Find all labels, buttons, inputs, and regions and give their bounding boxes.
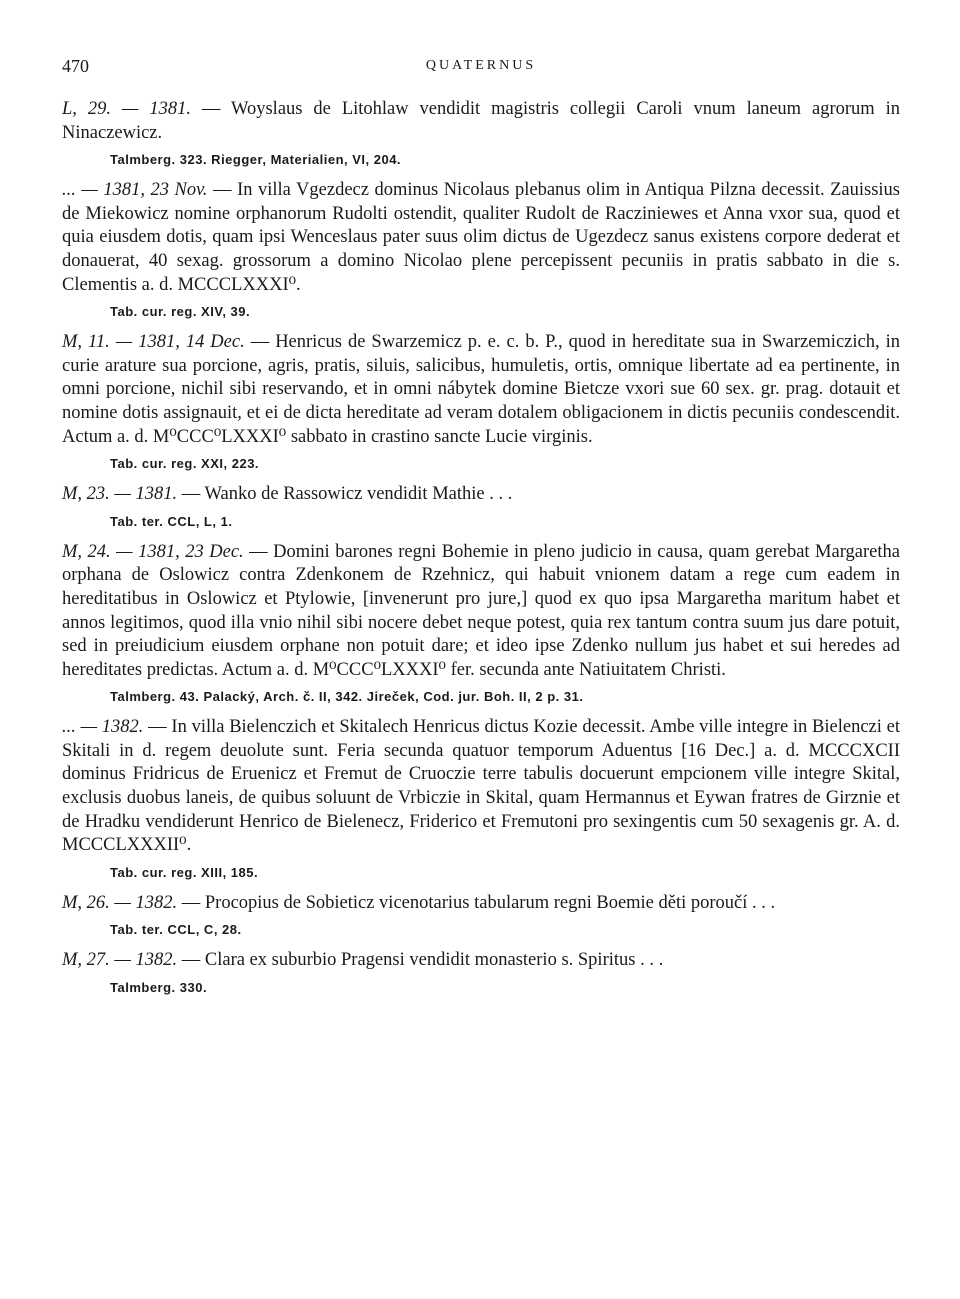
- entry-heading: M, 26. — 1382.: [62, 892, 178, 913]
- entry-heading: ... — 1381, 23 Nov.: [62, 180, 208, 201]
- entry-body: — Domini barones regni Bohemie in pleno judicio in causa, quam gerebat Margaretha orphana de Oslowicz contra Zdenkonem de Rzehnicz, qui habuit vnionem datam a rege cum eadem in hereditatibus in Oslowicz et Ptylowie, [invenerunt pro jure,] quod ex quo ipsa Margaretha maritum habet et annos legitimos, quod illa vnio nihil sibi nocere debet neque potest, quia rex tantum contra suum jus dare potuit, sed in preiudicium eiusdem orphane non potuit dare; et ideo ipse Zdenko nullum jus habet et sui heredes ad hereditates predictas. Actum a. d. M⁰CCC⁰LXXXI⁰ fer. secunda ante Natiuitatem Christi.: [62, 541, 900, 680]
- entry-text: [62, 98, 900, 145]
- entry: [62, 949, 900, 995]
- entry-body: — In villa Vgezdecz dominus Nicolaus plebanus olim in Antiqua Pilzna decessit. Zauissius de Miekowicz nomine orphanorum Rudolti ostendit, qualiter Rudolt de Racziniewes et Anna vxor sua, quod et quia eiusdem dotis, quam ipsi Wenceslaus pater suus olim dictus de Ugezdecz sanus existens corpore dederat et donauerat, 40 sexag. grossorum a domino Nicolao plene percepissent pecuniis in pratis sabbato in die s. Clementis a. d. MCCCLXXXI⁰.: [62, 180, 900, 295]
- entry-text: [62, 892, 900, 916]
- entry-source: Tab. cur. reg. XXI, 223.: [110, 456, 260, 472]
- entry: [62, 483, 900, 529]
- entry-body: — In villa Bielenczich et Skitalech Henricus dictus Kozie decessit. Ambe ville integre in Bielenczi et Skitali in d. regem deuolute sunt. Feria secunda quatuor temporum Aduentus [16 Dec.] a. d. MCCCXCII dominus Fridricus de Eruenicz et Fremut de Cruoczie terre tabulis docuerunt empcionem ville integre Skital, exclusis duobus laneis, de quibus soluunt de Vrbiczie in Skital, quam Hermannus et Eywan fratres de Girznie et de Hradku vendiderunt Henrico de Bielenecz, Friderico et Fremutoni pro sexingentis cum 50 sexagenis gr. A. d. MCCCLXXXII⁰.: [62, 717, 900, 856]
- entry-heading: M, 27. — 1382.: [62, 950, 178, 971]
- entry-body: — Procopius de Sobieticz vicenotarius tabularum regni Boemie děti poroučí . . .: [177, 892, 776, 913]
- entry-source: Tab. ter. CCL, C, 28.: [110, 922, 242, 938]
- entry-text: [62, 716, 900, 858]
- entry-text: [62, 541, 900, 683]
- entry: [62, 892, 900, 938]
- running-title: QUATERNUS: [425, 58, 537, 73]
- entry-heading: M, 23. — 1381.: [62, 484, 178, 505]
- entry-source: Talmberg. 330.: [110, 980, 208, 996]
- entry: [62, 541, 900, 705]
- entry-heading: M, 24. — 1381, 23 Dec.: [62, 541, 244, 562]
- entry-source: Tab. ter. CCL, L, 1.: [110, 513, 233, 529]
- entry-body: — Clara ex suburbio Pragensi vendidit monasterio s. Spiritus . . .: [177, 950, 664, 971]
- entry-source: Tab. cur. reg. XIV, 39.: [110, 304, 251, 320]
- entry-heading: L, 29. — 1381.: [62, 99, 191, 119]
- page-number: 470: [62, 56, 89, 76]
- entry-source: Talmberg. 43. Palacký, Arch. č. II, 342. Jireček, Cod. jur. Boh. II, 2 p. 31.: [110, 689, 584, 705]
- page-content: [62, 98, 900, 1007]
- entry-text: [62, 949, 900, 973]
- entry: [62, 98, 900, 167]
- entry-text: [62, 331, 900, 449]
- entry-body: — Henricus de Swarzemicz p. e. c. b. P., quod in hereditate sua in Swarzemiczich, in curie arature sua porcione, agris, pratis, siluis, salicibus, humuletis, ortis, omnique libertate ad ea pertinente, in omni porcione, nichil sibi reservando, et in omni nábytek domine Bietcze vxori sue 60 sex. gr. prag. dotauit et nomine dotis assignauit, et ei de dicta hereditate ad veram dotalem obligacionem in dictis pecuniis condescendit. Actum a. d. M⁰CCC⁰LXXXI⁰ sabbato in crastino sancte Lucie virginis.: [62, 332, 900, 447]
- entry-body: — Woyslaus de Litohlaw vendidit magistris collegii Caroli vnum laneum agrorum in Ninaczewicz.: [62, 99, 900, 143]
- entry-source: Tab. cur. reg. XIII, 185.: [110, 864, 259, 880]
- entry: [62, 179, 900, 319]
- entry-heading: ... — 1382.: [62, 717, 144, 738]
- entry-text: [62, 483, 900, 507]
- entry: [62, 331, 900, 471]
- page-header: [62, 56, 900, 80]
- entry-heading: M, 11. — 1381, 14 Dec.: [62, 332, 245, 353]
- entry: [62, 716, 900, 880]
- entry-source: Talmberg. 323. Riegger, Materialien, VI, 204.: [110, 152, 402, 168]
- entry-text: [62, 179, 900, 297]
- entry-body: — Wanko de Rassowicz vendidit Mathie . . .: [177, 484, 513, 505]
